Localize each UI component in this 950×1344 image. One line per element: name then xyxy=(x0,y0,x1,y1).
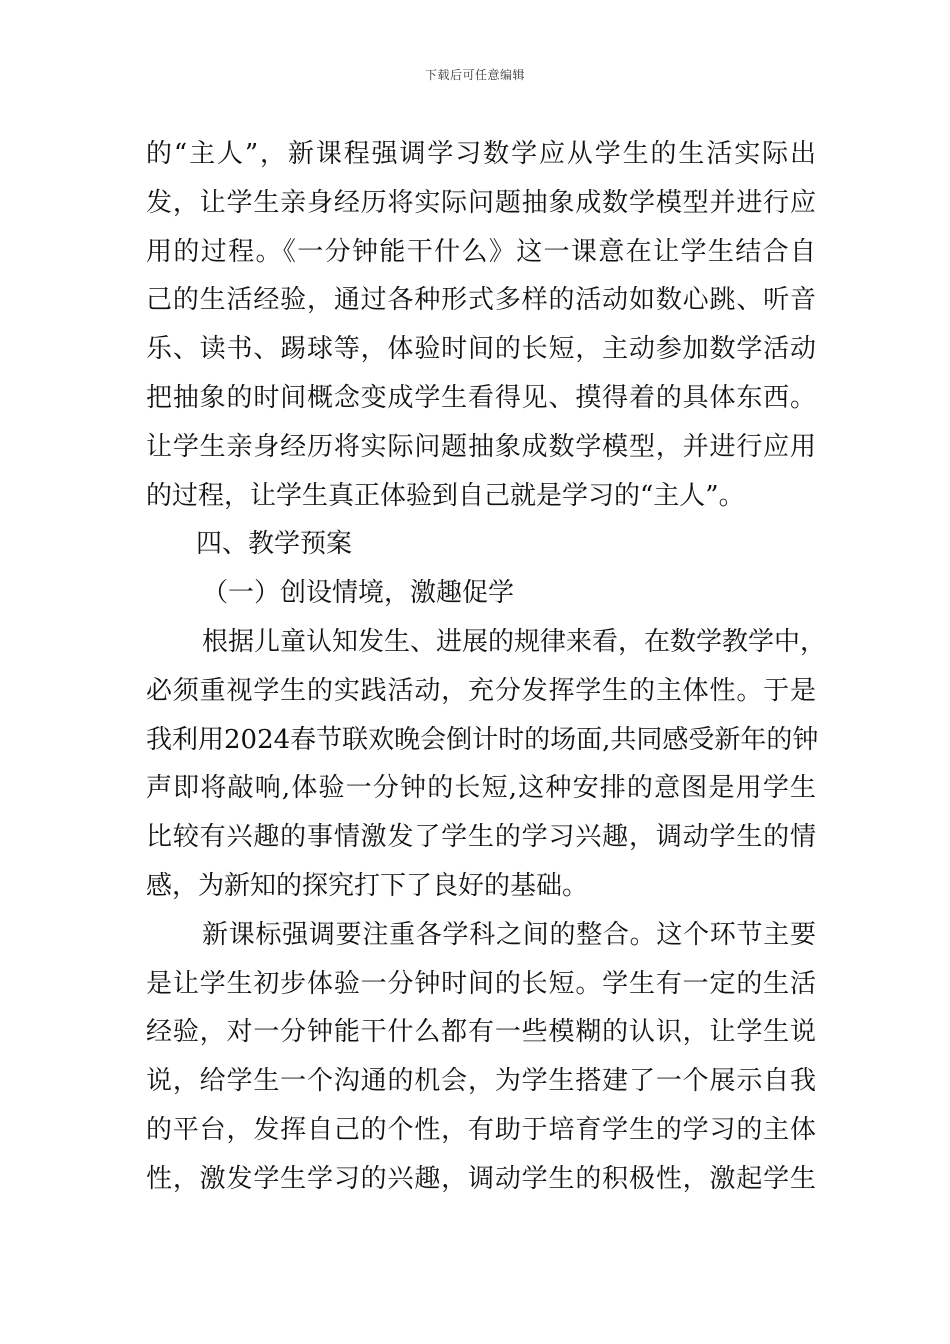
text-line: 经验，对一分钟能干什么都有一些模糊的认识，让学生说 xyxy=(146,1017,816,1048)
text-line: 把抽象的时间概念变成学生看得见、摸得着的具体东西。 xyxy=(146,382,816,413)
text-line: 让学生亲身经历将实际问题抽象成数学模型，并进行应用 xyxy=(146,431,816,462)
text-line: 性，激发学生学习的兴趣，调动学生的积极性，激起学生 xyxy=(146,1163,816,1194)
text-line: 声即将敲响,体验一分钟的长短,这种安排的意图是用学生 xyxy=(146,773,816,804)
text-line: 的“主人”，新课程强调学习数学应从学生的生活实际出 xyxy=(146,139,816,169)
text-line: 根据儿童认知发生、进展的规律来看，在数学教学中， xyxy=(202,626,827,657)
text-line: 新课标强调要注重各学科之间的整合。这个环节主要 xyxy=(202,919,816,950)
subsection-heading xyxy=(146,569,816,618)
text-line: 是让学生初步体验一分钟时间的长短。学生有一定的生活 xyxy=(146,968,816,999)
section-heading xyxy=(146,520,816,569)
text-line: 发，让学生亲身经历将实际问题抽象成数学模型并进行应 xyxy=(146,187,816,218)
text-line: 说，给学生一个沟通的机会，为学生搭建了一个展示自我 xyxy=(146,1066,816,1097)
paragraph-situation xyxy=(146,618,827,911)
document-body xyxy=(146,130,827,1204)
heading-line: 四、教学预案 xyxy=(196,529,353,560)
text-line: 我利用2024春节联欢晚会倒计时的场面,共同感受新年的钟 xyxy=(146,724,819,755)
paragraph-integration xyxy=(146,911,816,1204)
text-line: 乐、读书、踢球等，体验时间的长短，主动参加数学活动 xyxy=(146,334,816,365)
subheading-line: （一）创设情境，激趣促学 xyxy=(202,578,515,609)
text-line: 己的生活经验，通过各种形式多样的活动如数心跳、听音 xyxy=(146,285,816,316)
text-line: 的平台，发挥自己的个性，有助于培育学生的学习的主体 xyxy=(146,1114,816,1145)
text-line: 的过程，让学生真正体验到自己就是学习的“主人”。 xyxy=(146,480,745,511)
page-header: 下载后可任意编辑 xyxy=(424,68,525,82)
text-line: 感，为新知的探究打下了良好的基础。 xyxy=(146,870,589,901)
text-line: 必须重视学生的实践活动，充分发挥学生的主体性。于是 xyxy=(146,675,816,706)
text-line: 比较有兴趣的事情激发了学生的学习兴趣，调动学生的情 xyxy=(146,822,816,853)
text-line: 用的过程。《一分钟能干什么》这一课意在让学生结合自 xyxy=(146,236,816,267)
paragraph-intro xyxy=(146,130,816,520)
